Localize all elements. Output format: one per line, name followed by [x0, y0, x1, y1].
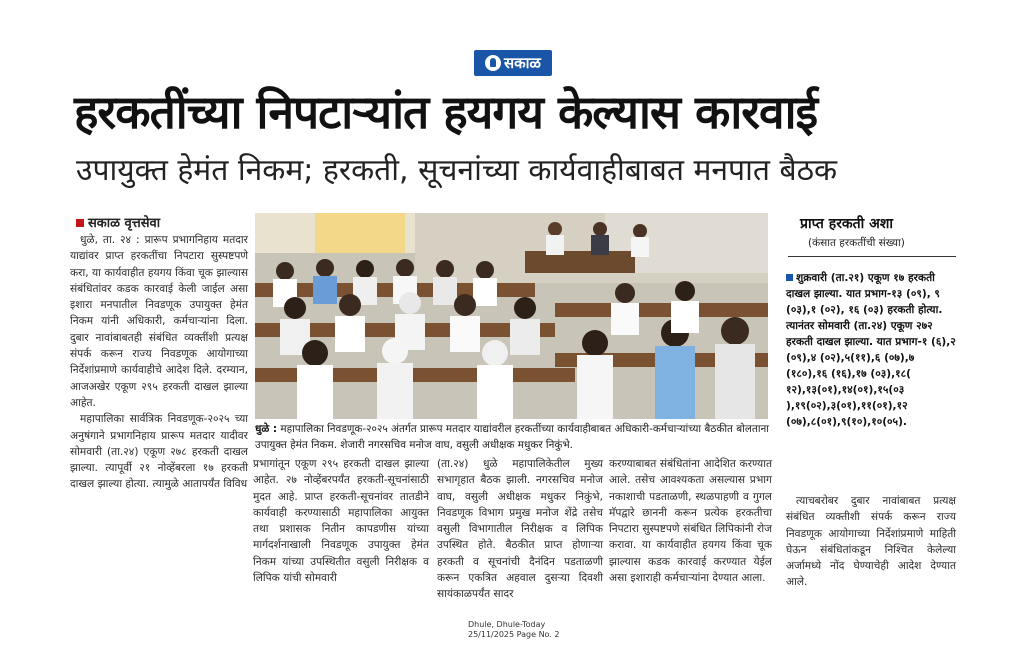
footer-date-page: 25/11/2025 Page No. 2	[468, 630, 560, 639]
paragraph: धुळे, ता. २४ : प्रारूप प्रभागनिहाय मतदार याद्यांवर प्राप्त हरकतींचा निपटारा सुस्पष्टपणे करा, या कार्यवाहीत हयगय किंवा चूक झाल्यास संबंधितांवर कडक कारवाई केली जाईल असा इशारा मनपातील निवडणूक उपायुक्त हेमंत निकम यांनी अधिकारी, कर्मचाऱ्यांना दिला. दुबार नावांबाबतही संबंधित व्यक्तींशी प्रत्यक्ष संपर्क करून राज्य निवडणूक आयोगाच्या निर्देशांप्रमाणे कार्यवाहीचे आदेश दिले. दरम्यान, आजअखेर एकूण २९५ हरकती दाखल झाल्या आहेत.	[70, 234, 248, 409]
photo-caption	[255, 421, 770, 453]
caption-place: धुळे :	[255, 423, 278, 435]
bullet-icon	[786, 274, 793, 281]
sidebar-title: प्राप्त हरकती अशा	[800, 216, 893, 232]
sidebar-divider	[788, 256, 956, 257]
caption-text: महापालिका निवडणूक-२०२५ अंतर्गत प्रारूप मतदार याद्यांवरील हरकतींच्या कार्यवाहीबाबत अधिकारी-कर्मचाऱ्यांच्या बैठकीत बोलताना उपायुक्त हेमंत निकम. शेजारी नगरसचिव मनोज वाघ, वसुली अधीक्षक मधुकर निकुंभे.	[255, 423, 769, 451]
meeting-photo-illustration	[255, 213, 768, 419]
footer-edition: Dhule, Dhule-Today	[468, 620, 546, 629]
byline-marker-icon	[76, 219, 84, 227]
sidebar-subtitle: (कंसात हरकतींची संख्या)	[808, 237, 905, 249]
headline: हरकतींच्या निपटाऱ्यांत हयगय केल्यास कारवाई	[74, 85, 818, 139]
byline-text: सकाळ वृत्तसेवा	[88, 216, 161, 231]
article-column-4: करण्याबाबत संबंधितांना आदेशित करण्यात आले. तसेच आवश्यकता असल्यास प्रभाग नकाशाची पडताळणी, स्थळपाहणी व गुगल मॅपद्वारे छाननी करून प्रत्येक हरकतीचा निपटारा सुस्पष्टपणे संबंधित लिपिकांनी रोज करावा. या कार्यवाहीत हयगय किंवा चूक झाल्यास कडक कारवाई करण्यात येईल असा इशाराही कर्मचाऱ्यांना देण्यात आला.	[609, 458, 772, 585]
newspaper-logo	[474, 50, 552, 76]
byline	[76, 213, 160, 231]
sidebar-body-text: शुक्रवारी (ता.२१) एकूण १७ हरकती दाखल झाल्या. यात प्रभाग-१३ (०९), ९ (०३),१ (०२), १६ (०३) हरकती होत्या. त्यानंतर सोमवारी (ता.२४) एकूण २७२ हरकती दाखल झाल्या. यात प्रभाग-१ (६),२ (०९),४ (०२),५(११),६ (०७),७ (१८०),१६ (१६),१७ (०३),१८( १२),१३(०१),१४(०१),१५(०३ ),१९(०२),३(०१),११(०१),१२ (०७),८(०१),९(१०),१०(०५).	[786, 272, 956, 428]
article-column-1	[70, 232, 248, 493]
lamp-icon	[485, 55, 501, 71]
sidebar-body	[786, 270, 956, 430]
article-column-3: (ता.२४) धुळे महापालिकेतील मुख्य सभागृहात बैठक झाली. नगरसचिव मनोज वाघ, वसुली अधीक्षक मधुकर निकुंभे, निवडणूक विभाग प्रमुख मनोज शेंद्रे तसेच वसुली विभागातील निरीक्षक व लिपिक उपस्थित होते. बैठकीत प्राप्त होणाऱ्या हरकती व सूचनांची दैनंदिन पडताळणी करून एकत्रित अहवाल दुसऱ्या दिवशी सायंकाळपर्यंत सादर	[437, 458, 603, 601]
logo-text: सकाळ	[504, 54, 541, 72]
page-footer	[468, 620, 559, 640]
article-column-5: त्याचबरोबर दुबार नावांबाबत प्रत्यक्ष संबंधित व्यक्तीशी संपर्क करून राज्य निवडणूक आयोगाच्या निर्देशांप्रमाणे माहिती घेऊन संबंधितांकडून निश्चित केलेल्या अर्जामध्ये नोंद घेण्याचेही आदेश देण्यात आले.	[786, 495, 956, 589]
meeting-photo	[255, 213, 768, 419]
paragraph: महापालिका सार्वत्रिक निवडणूक-२०२५ च्या अनुषंगाने प्रभागनिहाय प्रारूप मतदार यादीवर सोमवारी (ता.२४) एकूण २७८ हरकती दाखल झाल्या. त्यापूर्वी २१ नोव्हेंबरला १७ हरकती दाखल झाल्या होत्या. त्यामुळे आतापर्यंत विविध	[70, 413, 248, 491]
article-column-2: प्रभागांतून एकूण २९५ हरकती दाखल झाल्या आहेत. २७ नोव्हेंबरपर्यंत हरकती-सूचनांसाठी मुदत आहे. प्राप्त हरकती-सूचनांवर तातडीने कार्यवाही करण्यासाठी महापालिका आयुक्त तथा प्रशासक नितीन कापडणीस यांच्या मार्गदर्शनाखाली निवडणूक उपायुक्त हेमंत निकम यांच्या उपस्थितीत वसुली निरीक्षक व लिपिक यांची सोमवारी	[253, 458, 429, 585]
subheadline: उपायुक्त हेमंत निकम; हरकती, सूचनांच्या कार्यवाहीबाबत मनपात बैठक	[76, 153, 838, 188]
